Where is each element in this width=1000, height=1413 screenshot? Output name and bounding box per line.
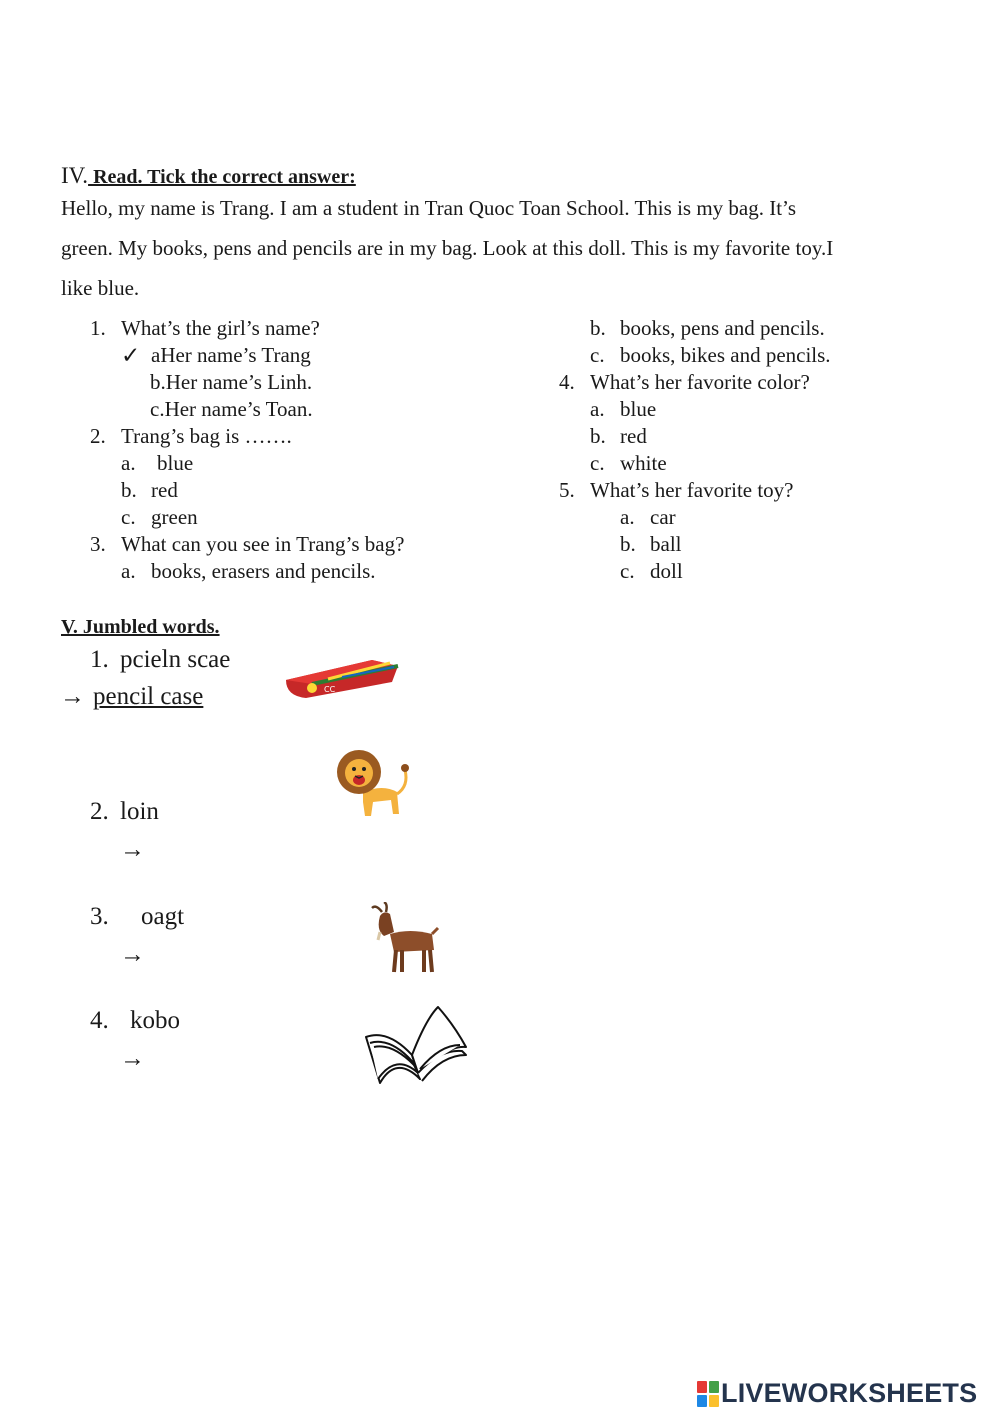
- answer-field[interactable]: [152, 1045, 272, 1075]
- book-icon: [362, 1003, 470, 1089]
- svg-text:CC: CC: [324, 685, 336, 694]
- answer-option[interactable]: white: [620, 451, 667, 475]
- question-number: 2.: [90, 424, 106, 448]
- question-text: What can you see in Trang’s bag?: [121, 532, 405, 556]
- passage-line: Hello, my name is Trang. I am a student in Tran Quoc Toan School. This is my bag. It’s: [61, 196, 797, 220]
- pencil-case-icon: [272, 646, 402, 704]
- answer-option[interactable]: blue: [620, 397, 657, 421]
- answer-field[interactable]: [152, 941, 272, 971]
- option-letter: c.: [590, 343, 605, 367]
- question-text: What’s her favorite color?: [590, 370, 810, 394]
- option-letter: b.: [620, 532, 636, 556]
- arrow-icon: →: [120, 941, 145, 968]
- answer-option[interactable]: red: [620, 424, 647, 448]
- question-number: 5.: [559, 478, 575, 502]
- jumbled-word: kobo: [130, 1007, 180, 1034]
- jumbled-word: oagt: [141, 903, 185, 930]
- section-number: IV.: [61, 163, 89, 188]
- arrow-icon: →: [60, 683, 85, 710]
- answer-option[interactable]: books, bikes and pencils.: [620, 343, 831, 367]
- jumbled-word: pcieln scae: [120, 646, 231, 673]
- answer-option[interactable]: blue: [157, 451, 194, 475]
- passage-line: like blue.: [61, 276, 140, 300]
- jumbled-word: loin: [120, 798, 159, 825]
- question-number: 3.: [90, 532, 106, 556]
- answer-option[interactable]: books, pens and pencils.: [620, 316, 825, 340]
- answer-option[interactable]: green: [151, 505, 198, 529]
- option-letter: c.: [590, 451, 605, 475]
- answer-option[interactable]: ball: [650, 532, 682, 556]
- jumbled-number: 1.: [90, 646, 109, 673]
- question-text: What’s the girl’s name?: [121, 316, 320, 340]
- answer-option[interactable]: car: [650, 505, 676, 529]
- option-letter: a.: [620, 505, 635, 529]
- tick-mark-icon: ✓: [121, 343, 141, 368]
- section-title: Read. Tick the correct answer:: [88, 166, 356, 188]
- answer-field[interactable]: [152, 836, 272, 866]
- passage-line: green. My books, pens and pencils are in my bag. Look at this doll. This is my favorite toy.I: [61, 236, 834, 260]
- option-letter: c.: [620, 559, 635, 583]
- question-number: 1.: [90, 316, 106, 340]
- option-letter: b.: [121, 478, 137, 502]
- logo-mark-icon: [697, 1381, 719, 1407]
- answer-option[interactable]: doll: [650, 559, 683, 583]
- jumbled-number: 4.: [90, 1007, 109, 1034]
- option-letter: a.: [121, 559, 136, 583]
- option-letter: c.: [121, 505, 136, 529]
- jumbled-number: 3.: [90, 903, 109, 930]
- section-iv-heading: [61, 163, 356, 189]
- answer-field[interactable]: pencil case: [93, 683, 204, 710]
- option-letter: b.: [590, 424, 606, 448]
- question-number: 4.: [559, 370, 575, 394]
- question-text: Trang’s bag is …….: [121, 424, 292, 448]
- arrow-icon: →: [120, 836, 145, 863]
- jumbled-number: 2.: [90, 798, 109, 825]
- answer-option[interactable]: books, erasers and pencils.: [151, 559, 376, 583]
- option-letter: a.: [121, 451, 136, 475]
- liveworksheets-logo: [697, 1378, 992, 1412]
- goat-icon: [370, 902, 442, 976]
- answer-option[interactable]: red: [151, 478, 178, 502]
- brand-name: LIVEWORKSHEETS: [721, 1378, 978, 1408]
- question-text: What’s her favorite toy?: [590, 478, 794, 502]
- answer-option[interactable]: aHer name’s Trang: [151, 343, 311, 367]
- arrow-icon: →: [120, 1045, 145, 1072]
- lion-icon: [333, 742, 415, 824]
- section-v-title: V. Jumbled words.: [61, 616, 220, 638]
- answer-option[interactable]: c.Her name’s Toan.: [150, 397, 313, 421]
- option-letter: a.: [590, 397, 605, 421]
- option-letter: b.: [590, 316, 606, 340]
- answer-option[interactable]: b.Her name’s Linh.: [150, 370, 313, 394]
